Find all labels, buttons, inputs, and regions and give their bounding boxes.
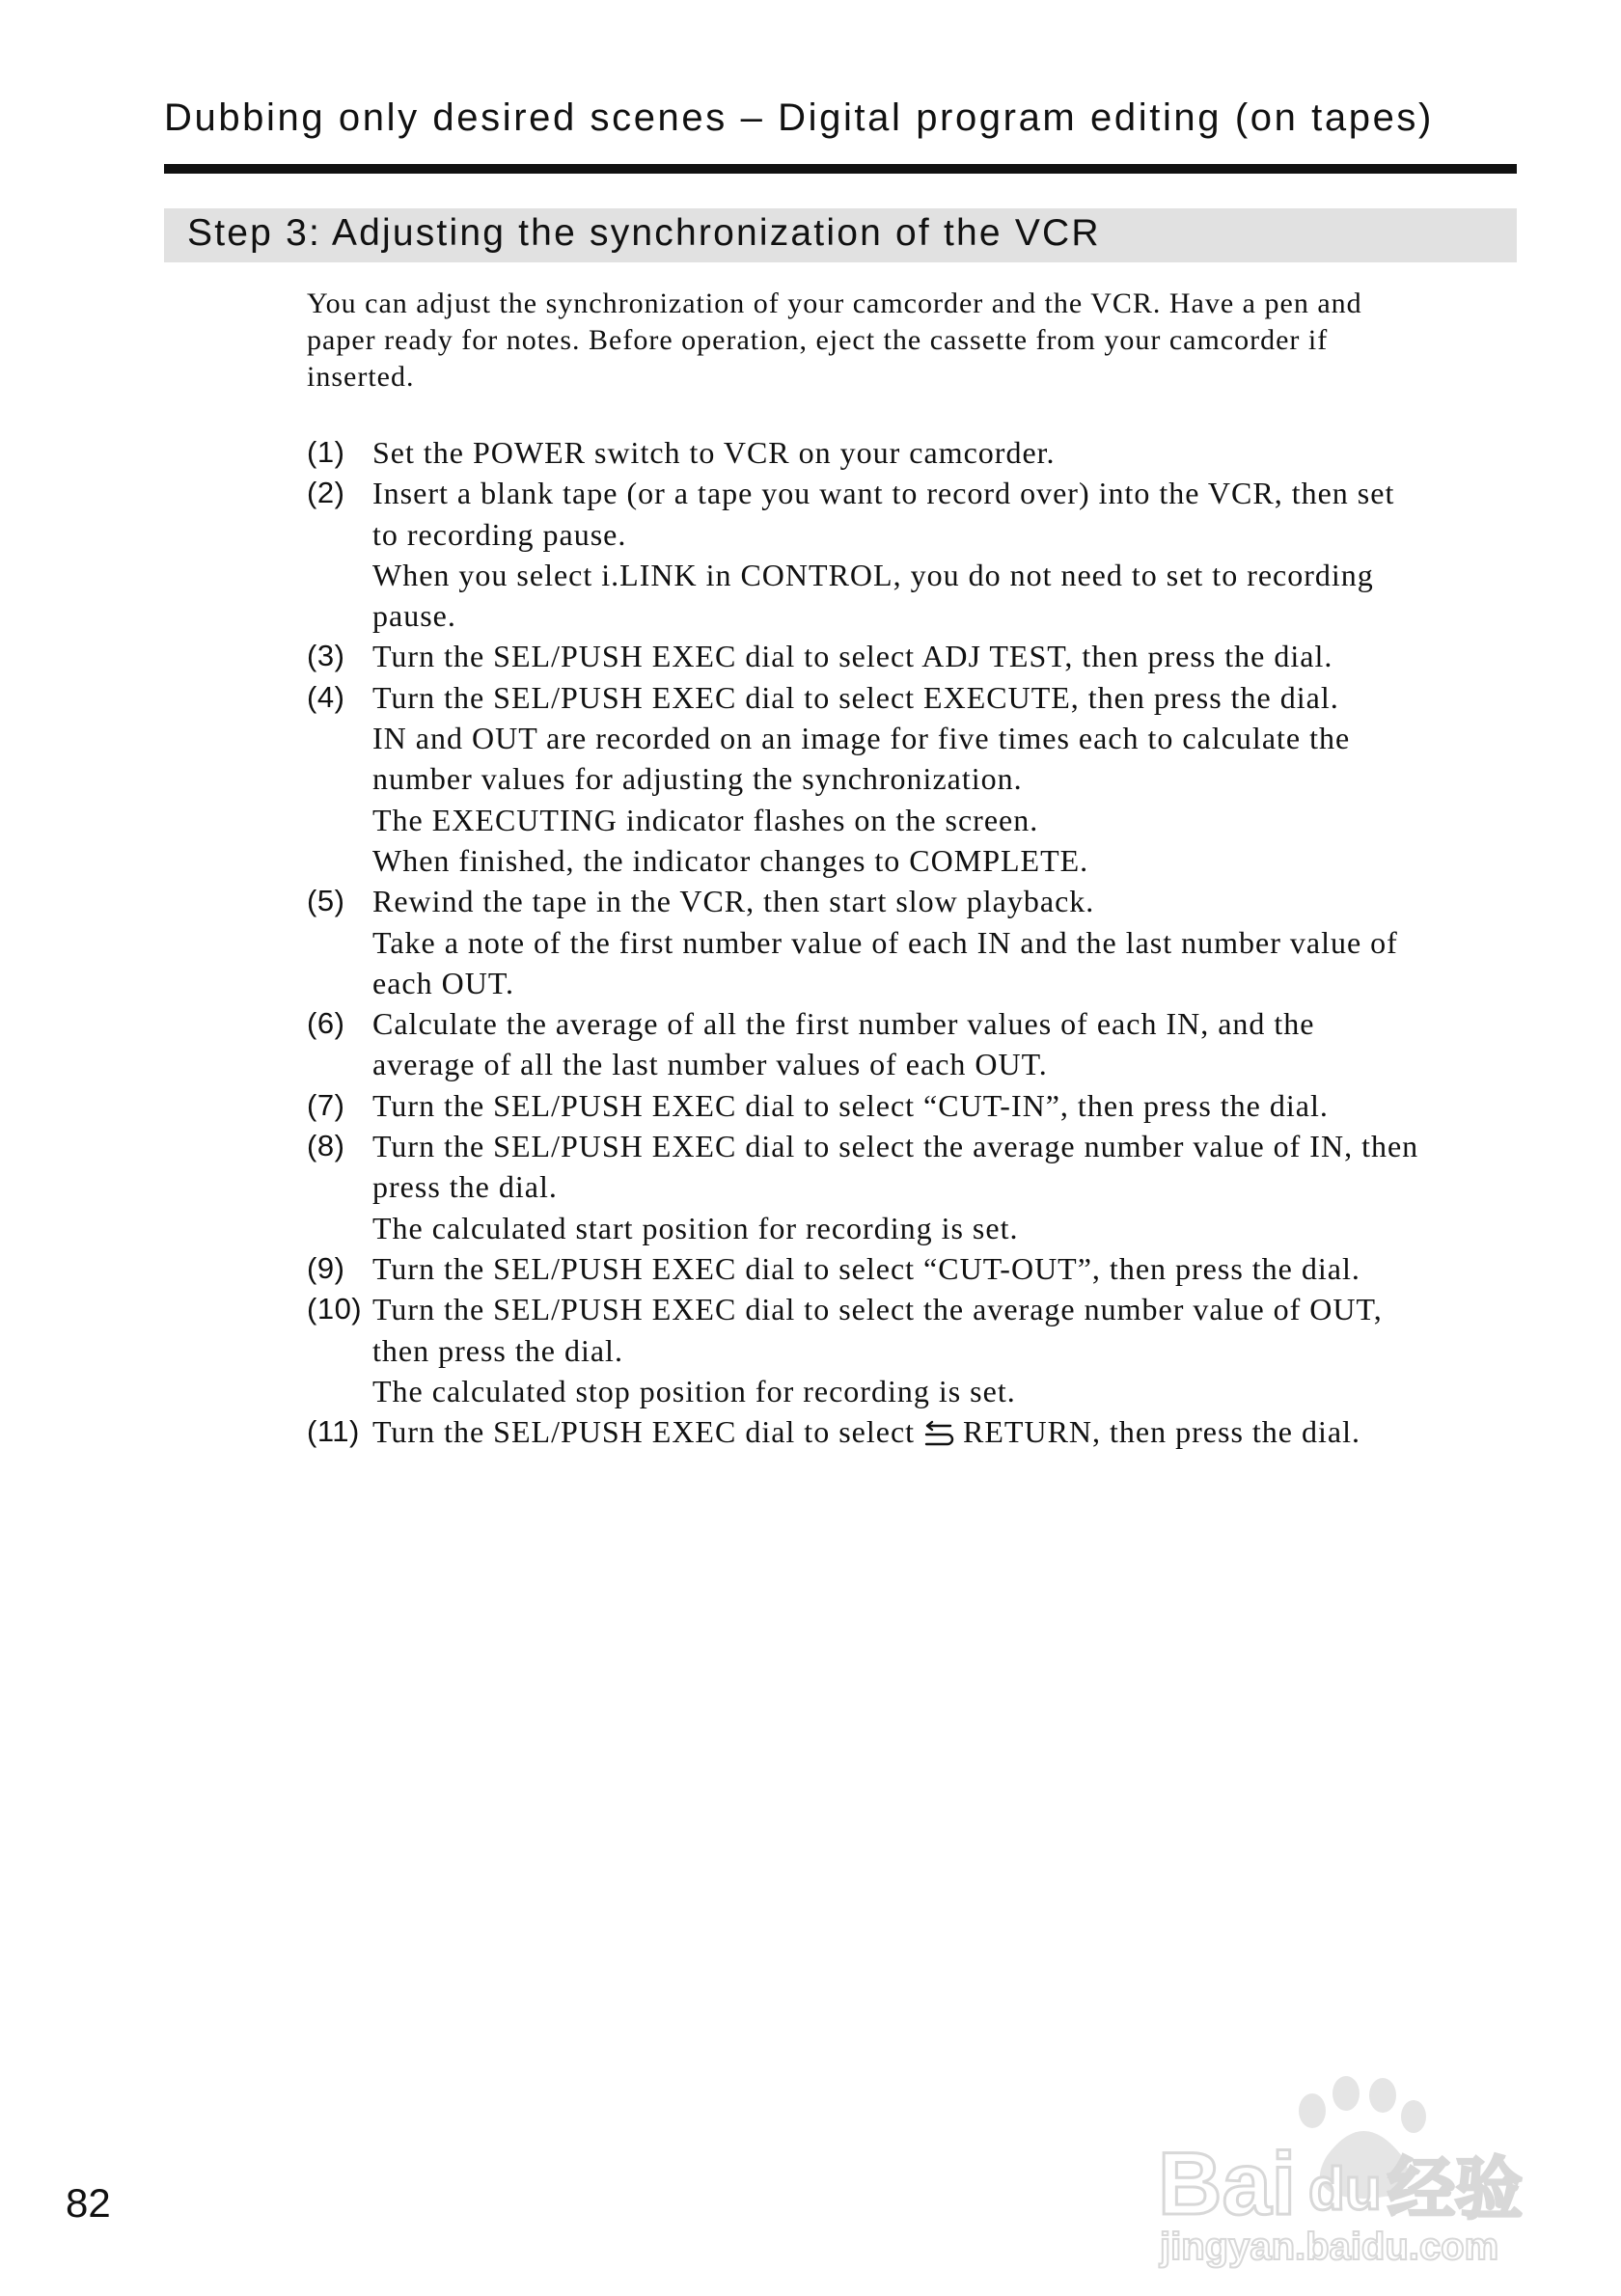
section-heading-band [164, 208, 1517, 262]
step-text [372, 1411, 1525, 1452]
step-text [372, 473, 1525, 636]
step-text [372, 432, 1525, 473]
procedure-steps [307, 432, 1525, 1452]
step-5 [307, 881, 1525, 1003]
watermark-brand-du: du [1308, 2156, 1382, 2223]
step-text [372, 677, 1525, 881]
step-6 [307, 1003, 1525, 1085]
step-line: The calculated start position for recording is set. [372, 1210, 1019, 1245]
step-line: average of all the last number values of each OUT. [372, 1047, 1048, 1082]
step-text-before-icon: Turn the SEL/PUSH EXEC dial to select [372, 1414, 916, 1450]
step-line: Turn the SEL/PUSH EXEC dial to select the average number value of OUT, [372, 1292, 1383, 1327]
step-line: The EXECUTING indicator flashes on the screen. [372, 802, 1039, 837]
header-rule [164, 164, 1517, 174]
step-line: Turn the SEL/PUSH EXEC dial to select “CUT-IN”, then press the dial. [372, 1087, 1329, 1123]
step-text-after-icon: RETURN, then press the dial. [963, 1414, 1360, 1450]
step-line: The calculated stop position for recording is set. [372, 1373, 1016, 1408]
watermark-brand-cn: 经验 [1387, 2149, 1523, 2228]
step-line: to recording pause. [372, 516, 627, 552]
step-number: (5) [307, 884, 345, 918]
step-line: pause. [372, 598, 456, 634]
step-line: When finished, the indicator changes to COMPLETE. [372, 842, 1089, 878]
step-text [372, 881, 1525, 1003]
step-number: (8) [307, 1129, 345, 1163]
step-4 [307, 677, 1525, 881]
step-line [372, 1411, 1525, 1452]
watermark-url: jingyan.baidu.com [1160, 2226, 1499, 2268]
step-line: Take a note of the first number value of each IN and the last number value of [372, 924, 1398, 960]
step-line: Set the POWER switch to VCR on your camcorder. [372, 435, 1056, 470]
intro-line: paper ready for notes. Before operation, eject the cassette from your camcorder if [307, 324, 1329, 356]
page-number: 82 [66, 2180, 111, 2226]
step-line: Turn the SEL/PUSH EXEC dial to select the average number value of IN, then [372, 1129, 1419, 1164]
step-7 [307, 1085, 1525, 1126]
step-line: IN and OUT are recorded on an image for five times each to calculate the [372, 721, 1351, 756]
step-text [372, 1248, 1525, 1289]
watermark-brand-main: Bai [1158, 2135, 1297, 2233]
step-number: (4) [307, 679, 345, 714]
step-number: (1) [307, 435, 345, 469]
step-text [372, 636, 1525, 676]
step-line: Turn the SEL/PUSH EXEC dial to select “CUT-OUT”, then press the dial. [372, 1250, 1360, 1286]
step-number: (3) [307, 639, 345, 673]
step-number: (9) [307, 1250, 345, 1285]
step-number: (2) [307, 476, 345, 510]
step-3 [307, 636, 1525, 676]
step-line: each OUT. [372, 965, 514, 1000]
step-line: When you select i.LINK in CONTROL, you do not need to set to recording [372, 557, 1374, 592]
step-number: (11) [307, 1414, 360, 1449]
step-8 [307, 1126, 1525, 1248]
baidu-jingyan-watermark-logo [1148, 2055, 1573, 2277]
step-text [372, 1085, 1525, 1126]
step-number: (7) [307, 1087, 345, 1122]
step-2 [307, 473, 1525, 636]
section-title: Step 3: Adjusting the synchronization of the VCR [187, 212, 1101, 254]
step-10 [307, 1289, 1525, 1411]
step-line: Turn the SEL/PUSH EXEC dial to select EXECUTE, then press the dial. [372, 679, 1339, 715]
step-line: then press the dial. [372, 1332, 623, 1368]
step-text [372, 1003, 1525, 1085]
step-number: (6) [307, 1006, 345, 1041]
step-line: Insert a blank tape (or a tape you want to record over) into the VCR, then set [372, 476, 1395, 511]
intro-line: inserted. [307, 361, 415, 393]
step-text [372, 1289, 1525, 1411]
step-line: press the dial. [372, 1169, 558, 1205]
return-arrow-icon [919, 1420, 957, 1447]
step-9 [307, 1248, 1525, 1289]
step-line: Calculate the average of all the first number values of each IN, and the [372, 1006, 1315, 1042]
step-text [372, 1126, 1525, 1248]
step-line: Rewind the tape in the VCR, then start slow playback. [372, 884, 1095, 919]
intro-paragraph [307, 286, 1523, 396]
intro-line: You can adjust the synchronization of your camcorder and the VCR. Have a pen and [307, 287, 1362, 319]
step-1 [307, 432, 1525, 473]
step-number: (10) [307, 1292, 363, 1326]
step-11 [307, 1411, 1525, 1452]
running-head-title: Dubbing only desired scenes – Digital program editing (on tapes) [164, 96, 1434, 139]
intro-text [307, 286, 1523, 396]
step-line: Turn the SEL/PUSH EXEC dial to select ADJ TEST, then press the dial. [372, 639, 1333, 674]
step-line: number values for adjusting the synchronization. [372, 761, 1023, 797]
